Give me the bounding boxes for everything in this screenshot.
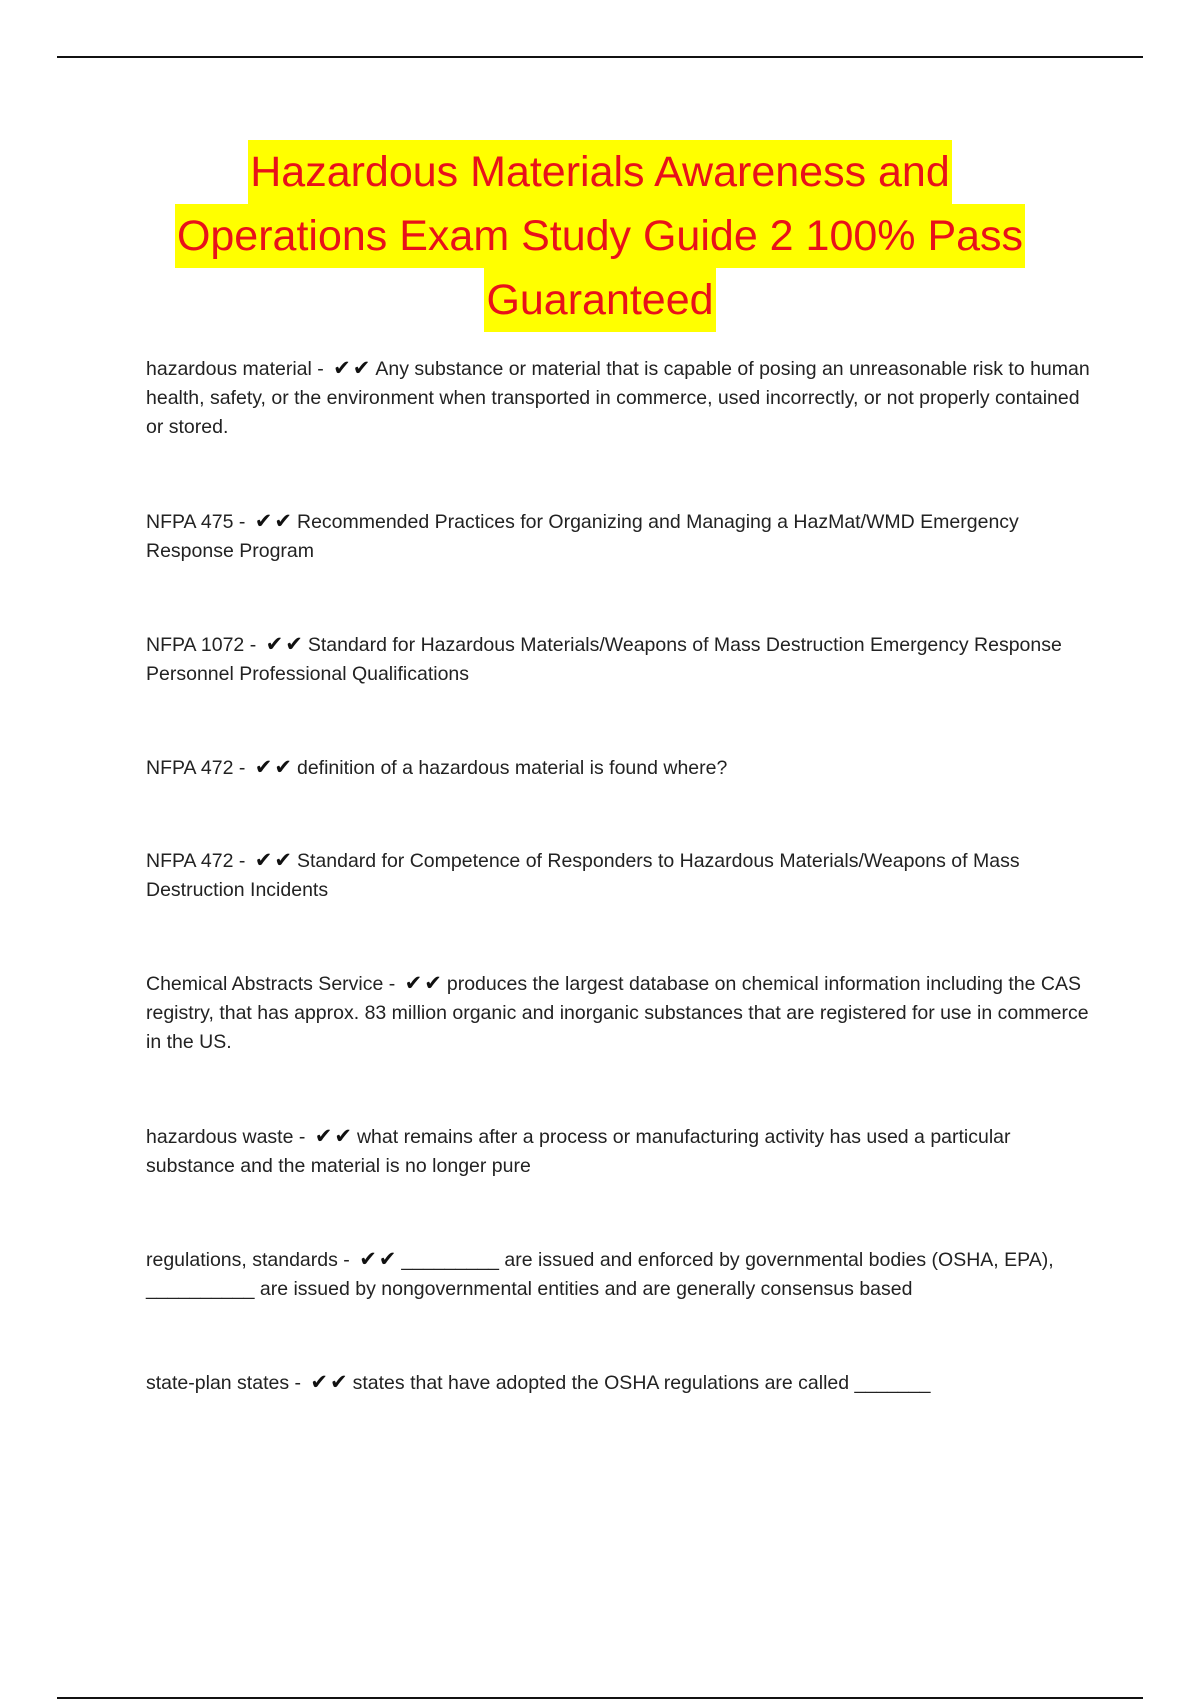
entry-hazardous-material bbox=[146, 354, 1096, 442]
entry-nfpa-472-standard bbox=[146, 846, 1096, 905]
entry-term: state-plan states - bbox=[146, 1372, 301, 1394]
double-check-icon: ✔✔ bbox=[404, 971, 444, 995]
double-check-icon: ✔✔ bbox=[333, 356, 373, 380]
title-line-1: Hazardous Materials Awareness and bbox=[248, 140, 952, 204]
entry-term: hazardous material - bbox=[146, 358, 324, 380]
entry-term: NFPA 1072 - bbox=[146, 634, 257, 656]
entry-term: Chemical Abstracts Service - bbox=[146, 973, 396, 995]
title-line-3: Guaranteed bbox=[484, 268, 715, 332]
entry-definition: Recommended Practices for Organizing and Managing a HazMat/WMD Emergency Response Program bbox=[146, 511, 1019, 562]
entry-chemical-abstracts-service bbox=[146, 969, 1096, 1057]
entry-definition: produces the largest database on chemical information including the CAS registry, that has approx. 83 million organic and inorganic substances that are registered for use in commerce in the US. bbox=[146, 973, 1089, 1053]
double-check-icon: ✔✔ bbox=[254, 848, 294, 872]
double-check-icon: ✔✔ bbox=[254, 509, 294, 533]
entry-state-plan-states bbox=[146, 1368, 1096, 1398]
entry-hazardous-waste bbox=[146, 1122, 1096, 1181]
entry-definition: Standard for Competence of Responders to Hazardous Materials/Weapons of Mass Destruction Incidents bbox=[146, 850, 1020, 901]
entry-nfpa-475 bbox=[146, 507, 1096, 566]
entry-term: NFPA 475 - bbox=[146, 511, 246, 533]
entry-definition: what remains after a process or manufacturing activity has used a particular substance and the material is no longer pure bbox=[146, 1126, 1011, 1177]
entry-definition: Standard for Hazardous Materials/Weapons of Mass Destruction Emergency Response Personnel Professional Qualifications bbox=[146, 634, 1062, 685]
entry-term: NFPA 472 - bbox=[146, 850, 246, 872]
entry-nfpa-472-definition bbox=[146, 753, 1096, 783]
entry-term: regulations, standards - bbox=[146, 1249, 350, 1271]
entry-definition: _________ are issued and enforced by governmental bodies (OSHA, EPA), __________ are issued by nongovernmental entities and are generally consensus based bbox=[146, 1249, 1054, 1300]
entry-definition: states that have adopted the OSHA regulations are called _______ bbox=[352, 1372, 931, 1394]
double-check-icon: ✔✔ bbox=[254, 755, 294, 779]
top-rule bbox=[57, 56, 1143, 58]
entry-term: hazardous waste - bbox=[146, 1126, 306, 1148]
double-check-icon: ✔✔ bbox=[359, 1247, 399, 1271]
double-check-icon: ✔✔ bbox=[310, 1370, 350, 1394]
double-check-icon: ✔✔ bbox=[265, 632, 305, 656]
entry-nfpa-1072 bbox=[146, 630, 1096, 689]
title-line-2: Operations Exam Study Guide 2 100% Pass bbox=[175, 204, 1025, 268]
entry-definition: definition of a hazardous material is found where? bbox=[296, 757, 728, 779]
document-title bbox=[120, 140, 1080, 332]
entry-term: NFPA 472 - bbox=[146, 757, 246, 779]
entry-definition: Any substance or material that is capable of posing an unreasonable risk to human health, safety, or the environment when transported in commerce, used incorrectly, or not properly contained or stored. bbox=[146, 358, 1090, 438]
bottom-rule bbox=[57, 1697, 1143, 1699]
entry-regulations-standards bbox=[146, 1245, 1096, 1304]
double-check-icon: ✔✔ bbox=[314, 1124, 354, 1148]
